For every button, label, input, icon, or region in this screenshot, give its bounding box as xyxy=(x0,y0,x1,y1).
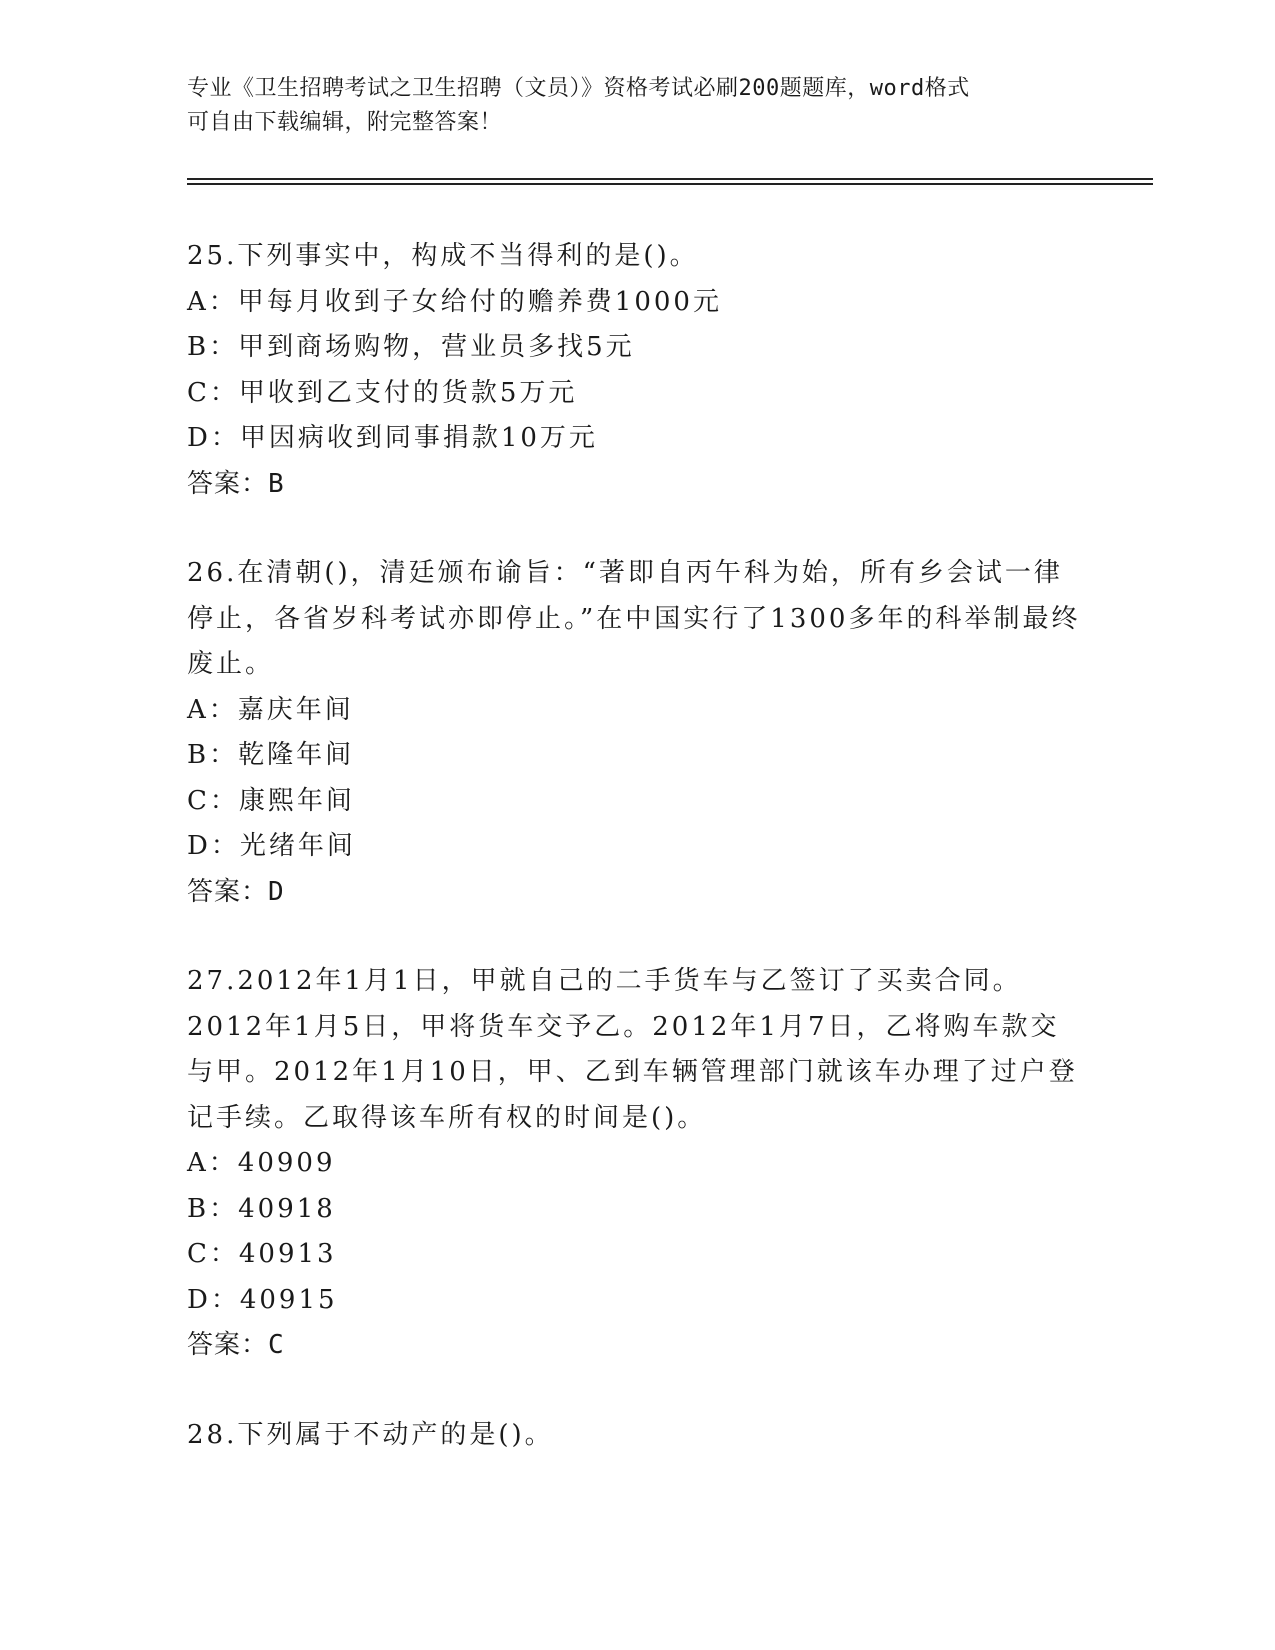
header-divider-top xyxy=(187,178,1153,180)
question-26 xyxy=(187,551,1087,915)
question-list xyxy=(187,234,1087,1502)
option-a: A：甲每月收到子女给付的赡养费1000元 xyxy=(187,286,722,317)
option-a: A：40909 xyxy=(187,1148,336,1178)
option-d: D：光绪年间 xyxy=(187,831,356,861)
question-text: 25.下列事实中，构成不当得利的是()。 xyxy=(187,241,699,271)
question-28 xyxy=(187,1413,1087,1459)
option-c: C：40913 xyxy=(187,1239,337,1269)
question-text: 28.下列属于不动产的是()。 xyxy=(187,1419,554,1450)
option-d: D：甲因病收到同事捐款10万元 xyxy=(187,423,598,453)
header-divider-bottom xyxy=(187,183,1153,185)
question-text: 27.2012年1月1日，甲就自己的二手货车与乙签订了买卖合同。2012年1月5日，甲将货车交予乙。2012年1月7日，乙将购车款交与甲。2012年1月10日，甲、乙到车辆管理部门就该车办理了过户登记手续。乙取得该车所有权的时间是()。 xyxy=(187,966,1078,1133)
header-line-2: 可自由下载编辑，附完整答案！ xyxy=(187,110,503,135)
option-d: D：40915 xyxy=(187,1284,338,1315)
question-text: 26.在清朝()，清廷颁布谕旨：“著即自丙午科为始，所有乡会试一律停止，各省岁科考试亦即停止。”在中国实行了1300多年的科举制最终废止。 xyxy=(187,558,1081,679)
option-c: C：康熙年间 xyxy=(187,785,355,816)
question-25 xyxy=(187,234,1087,507)
option-a: A：嘉庆年间 xyxy=(187,694,354,725)
answer: 答案：C xyxy=(187,1330,285,1360)
answer: 答案：B xyxy=(187,468,285,499)
option-b: B：40918 xyxy=(187,1193,336,1224)
header-line-1: 专业《卫生招聘考试之卫生招聘（文员）》资格考试必刷200题题库，word格式 xyxy=(187,76,970,101)
document-header xyxy=(187,72,1087,140)
answer: 答案：D xyxy=(187,876,285,907)
option-c: C：甲收到乙支付的货款5万元 xyxy=(187,377,578,408)
option-b: B：甲到商场购物，营业员多找5元 xyxy=(187,332,635,362)
option-b: B：乾隆年间 xyxy=(187,740,355,770)
question-27 xyxy=(187,959,1087,1369)
